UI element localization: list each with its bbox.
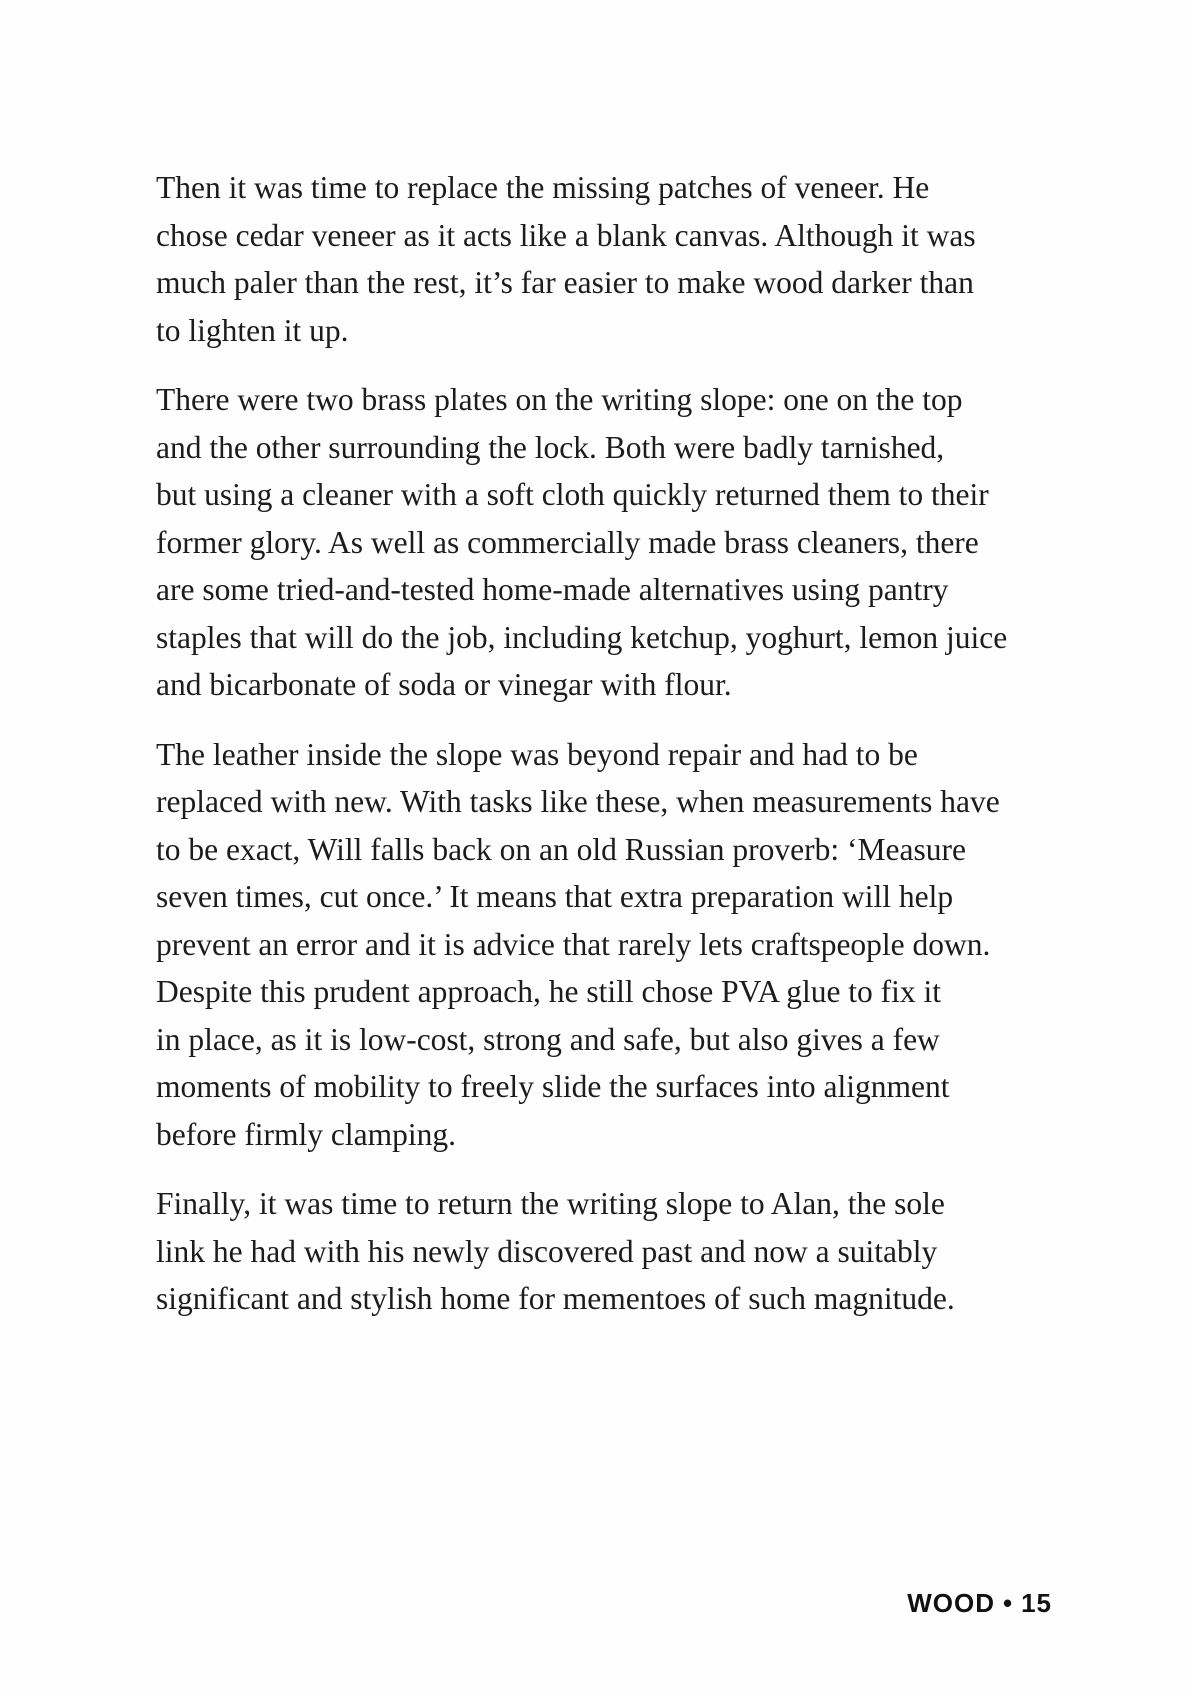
page-footer [907,1588,1052,1619]
text-line: prevent an error and it is advice that rarely lets craftspeople down. [156,926,991,962]
text-line: former glory. As well as commercially made brass cleaners, there [156,524,979,560]
paragraph-4 [156,1180,1056,1323]
text-line: in place, as it is low-cost, strong and safe, but also gives a few [156,1021,940,1057]
text-line: are some tried-and-tested home-made alternatives using pantry [156,572,949,607]
text-line: but using a cleaner with a soft cloth quickly returned them to their [156,477,989,512]
text-line: much paler than the rest, it’s far easier to make wood darker than [156,265,974,300]
text-line: moments of mobility to freely slide the surfaces into alignment [156,1069,950,1104]
paragraph-2 [156,376,1056,709]
page-number: 15 [1021,1588,1052,1618]
text-line: Finally, it was time to return the writing slope to Alan, the sole [156,1186,945,1221]
text-line: Despite this prudent approach, he still chose PVA glue to fix it [156,974,942,1009]
text-line: chose cedar veneer as it acts like a blank canvas. Although it was [156,217,976,253]
paragraph-3 [156,731,1056,1159]
text-line: There were two brass plates on the writing slope: one on the top [156,382,963,417]
text-line: link he had with his newly discovered past and now a suitably [156,1233,938,1269]
text-line: The leather inside the slope was beyond repair and had to be [156,736,918,772]
paragraph-1 [156,164,1056,354]
body-text [156,164,1056,1345]
text-line: before firmly clamping. [156,1116,457,1152]
text-line: Then it was time to replace the missing patches of veneer. He [156,170,930,205]
section-title: WOOD [907,1588,995,1618]
text-line: replaced with new. With tasks like these, when measurements have [156,784,1000,819]
text-line: and the other surrounding the lock. Both were badly tarnished, [156,429,945,465]
text-line: staples that will do the job, including ketchup, yoghurt, lemon juice [156,619,1008,655]
bullet-separator: • [1002,1588,1014,1618]
text-line: to be exact, Will falls back on an old Russian proverb: ‘Measure [156,831,966,867]
text-line: significant and stylish home for mementoes of such magnitude. [156,1281,955,1316]
text-line: seven times, cut once.’ It means that extra preparation will help [156,879,954,914]
text-line: and bicarbonate of soda or vinegar with flour. [156,667,732,702]
text-line: to lighten it up. [156,312,349,348]
